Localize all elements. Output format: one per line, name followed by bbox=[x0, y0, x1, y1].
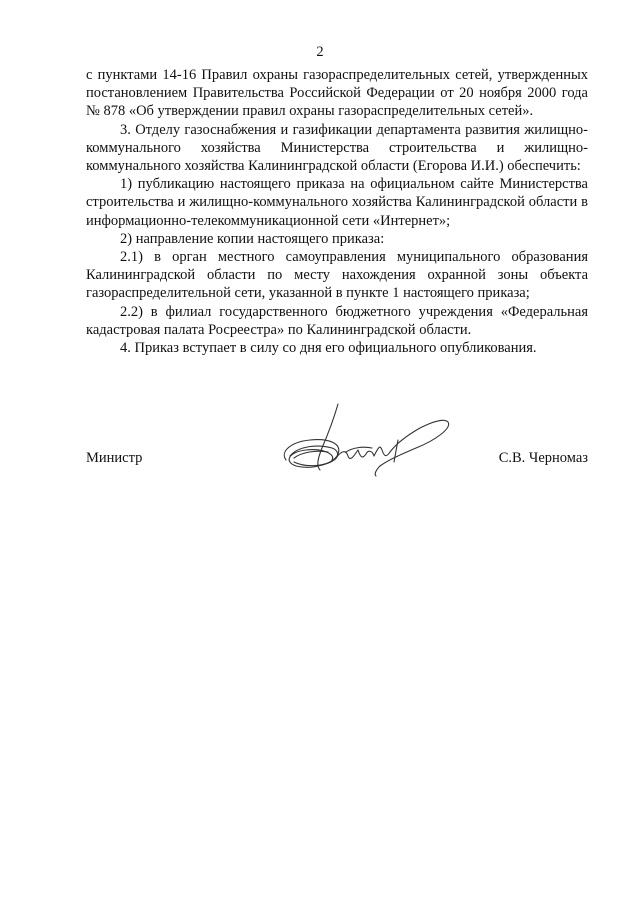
paragraph-item-3: 3. Отделу газоснабжения и газификации департамента развития жилищно-коммунального хозяйства Министерства строительства и жилищно-коммунального хозяйства Калининградской области (Егорова И.И.) обеспечить: bbox=[86, 121, 588, 175]
paragraph-item-3-2-2: 2.2) в филиал государственного бюджетного учреждения «Федеральная кадастровая палата Росреестра» по Калининградской области. bbox=[86, 303, 588, 338]
page-number: 2 bbox=[316, 44, 324, 60]
paragraph-item-3-2: 2) направление копии настоящего приказа: bbox=[120, 230, 385, 247]
handwritten-signature bbox=[276, 400, 456, 484]
paragraph-item-3-2-1: 2.1) в орган местного самоуправления муниципального образования Калининградской области по месту нахождения охранной зоны объекта газораспределительной сети, указанной в пункте 1 настоящего приказа; bbox=[86, 249, 588, 302]
paragraph-item-3-1: 1) публикацию настоящего приказа на официальном сайте Министерства строительства и жилищно-коммунального хозяйства Калининградской области в информационно-телекоммуникационной сети «Интернет»; bbox=[86, 176, 588, 229]
signatory-title: Министр bbox=[86, 450, 143, 466]
signature-block bbox=[86, 436, 588, 496]
document-body bbox=[86, 66, 588, 357]
paragraph-continuation: с пунктами 14-16 Правил охраны газораспределительных сетей, утвержденных постановлением Правительства Российской Федерации от 20 ноября 2000 года № 878 «Об утверждении правил охраны газораспределительных сетей». bbox=[86, 67, 588, 120]
paragraph-item-4: 4. Приказ вступает в силу со дня его официального опубликования. bbox=[120, 340, 537, 357]
signatory-name: С.В. Черномаз bbox=[498, 450, 588, 466]
